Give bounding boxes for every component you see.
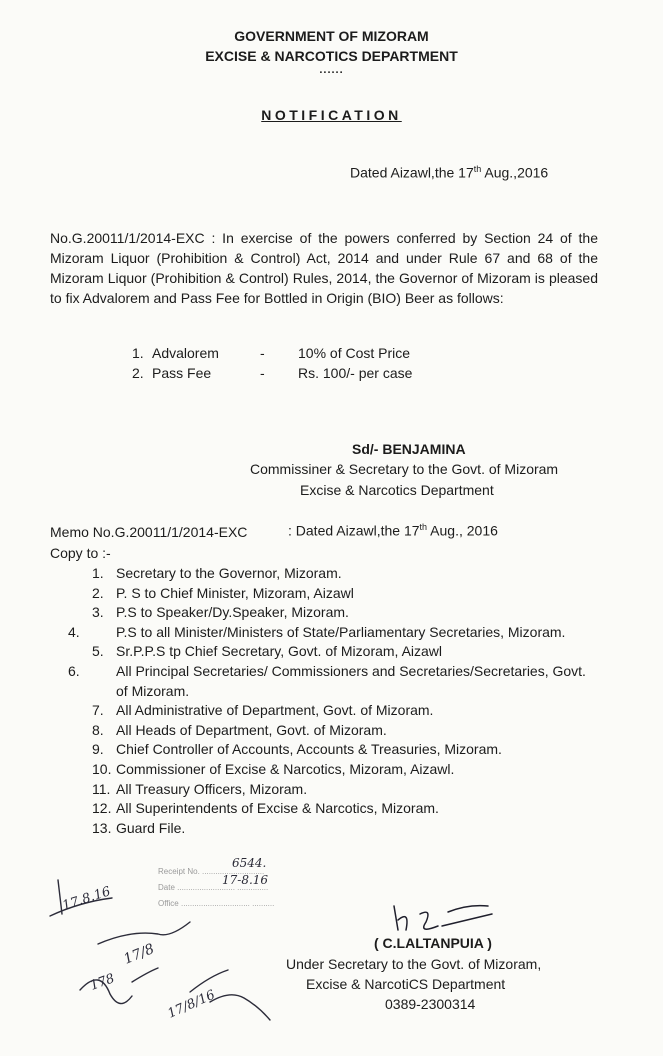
list-item: 13. Guard File. <box>92 819 186 836</box>
list-item: 11. All Treasury Officers, Mizoram. <box>92 780 308 797</box>
list-item: 10. Commissioner of Excise & Narcotics, Mizoram, Aizawl. <box>92 760 455 777</box>
fee-number: 1. <box>132 345 144 361</box>
signatory-designation: Commissiner & Secretary to the Govt. of Mizoram <box>250 461 559 477</box>
list-item: 9. Chief Controller of Accounts, Accounts & Treasuries, Mizoram. <box>92 741 502 758</box>
memo-date: : Dated Aizawl,the 17th Aug., 2016 <box>288 522 498 539</box>
list-item: 5. Sr.P.P.S tp Chief Secretary, Govt. of Mizoram, Aizawl <box>92 643 443 660</box>
handwritten-notes <box>40 872 290 1042</box>
receipt-stamp: Receipt No. ............................ Date .......................... .............. Office ............................... .......... <box>158 867 275 908</box>
signatory-name: ( C.LALTANPUIA ) <box>374 935 492 951</box>
receipt-number-handwritten: 6544. <box>232 856 267 870</box>
handwritten-marks: 17/8/16 <box>165 987 218 1022</box>
list-item: 6. All Principal Secretaries/ Commissioners and Secretaries/Secretaries, Govt. of Mizoram. <box>68 662 586 699</box>
notification-body: No.G.20011/1/2014-EXC : In exercise of the powers conferred by Section 24 of the Mizoram Liquor (Prohibition & Control) Act, 2014 and under Rule 67 and 68 of the Mizoram Liquor (Prohibition & Control) Rules, 2014, the Governor of Mizoram is pleased to fix Advalorem and Pass Fee for Bottled in Origin (BIO) Beer as follows: <box>50 230 598 306</box>
fee-row-advalorem <box>132 345 410 361</box>
department-header-line2: EXCISE & NARCOTICS DEPARTMENT <box>205 48 458 64</box>
copy-to-list <box>68 564 592 838</box>
fee-name: Pass Fee <box>152 365 212 381</box>
signatory-designation: Under Secretary to the Govt. of Mizoram, <box>286 956 542 972</box>
signature <box>388 900 498 940</box>
fee-row-pass-fee <box>132 365 412 381</box>
notification-title: NOTIFICATION <box>261 107 402 123</box>
signatory-name: Sd/- BENJAMINA <box>352 441 466 457</box>
list-item: 2. P. S to Chief Minister, Mizoram, Aizawl <box>92 584 354 601</box>
fee-dash: - <box>260 345 265 361</box>
department-header-line1: GOVERNMENT OF MIZORAM <box>234 28 429 44</box>
copy-to-label: Copy to :- <box>50 545 111 561</box>
header-dots: ...... <box>319 64 344 76</box>
signatory-phone: 0389-2300314 <box>385 996 476 1012</box>
list-item: 7. All Administrative of Department, Govt. of Mizoram. <box>92 702 434 719</box>
fee-value: Rs. 100/- per case <box>298 365 413 381</box>
fee-value: 10% of Cost Price <box>298 345 411 361</box>
fee-number: 2. <box>132 365 144 381</box>
memo-number: Memo No.G.20011/1/2014-EXC <box>50 524 248 540</box>
handwritten-date: 17/8 <box>121 941 157 968</box>
fee-name: Advalorem <box>152 345 219 361</box>
list-item: 12. All Superintendents of Excise & Narcotics, Mizoram. <box>92 800 439 817</box>
fee-dash: - <box>260 365 265 381</box>
handwritten-initials: 178 <box>88 971 117 994</box>
signatory-department: Excise & Narcotics Department <box>300 482 494 498</box>
receipt-date-handwritten: 17-8.16 <box>222 873 269 887</box>
list-item: 8. All Heads of Department, Govt. of Mizoram. <box>92 721 387 738</box>
list-item: 1. Secretary to the Governor, Mizoram. <box>92 565 342 581</box>
signatory-department: Excise & NarcotiCS Department <box>306 976 506 992</box>
list-item: 4. P.S to all Minister/Ministers of State/Parliamentary Secretaries, Mizoram. <box>68 623 566 640</box>
handwritten-date: 17.8.16 <box>60 884 113 914</box>
notification-date: Dated Aizawl,the 17th Aug.,2016 <box>350 164 549 181</box>
list-item: 3. P.S to Speaker/Dy.Speaker, Mizoram. <box>92 604 349 621</box>
